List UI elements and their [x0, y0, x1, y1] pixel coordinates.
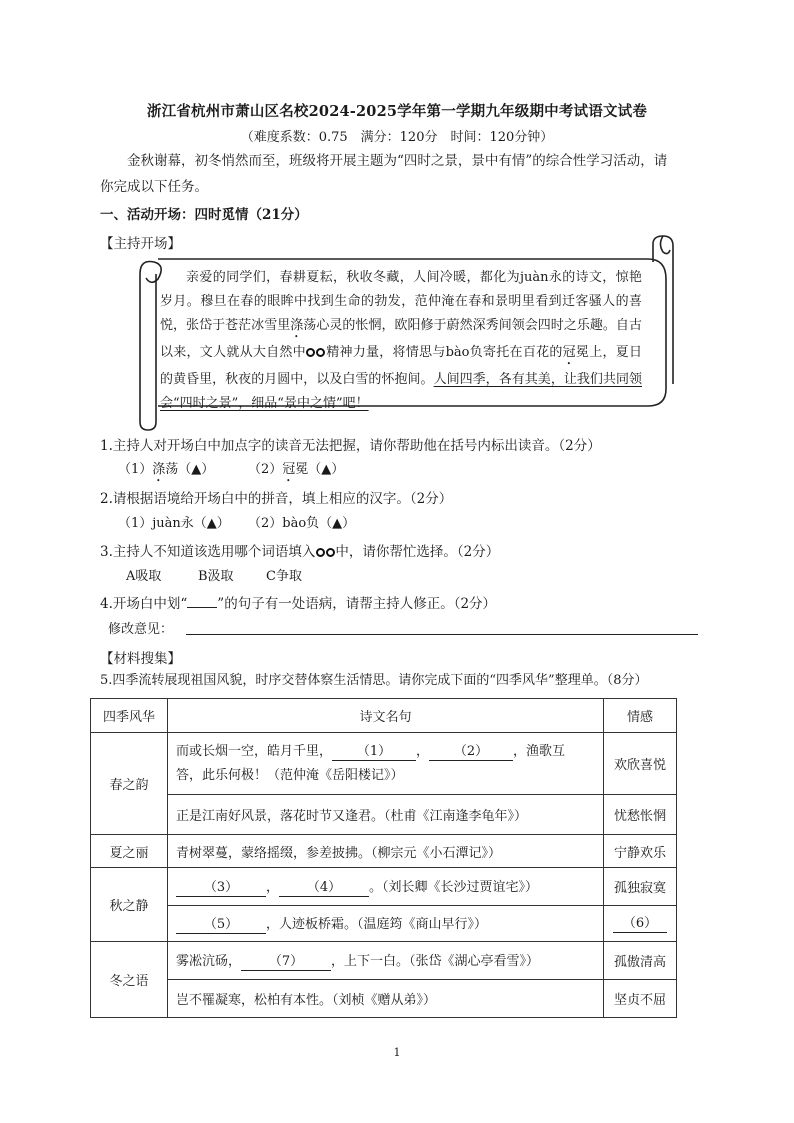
poem-cell: （5） ，人迹板桥霜。（温庭筠《商山早行》）: [168, 906, 604, 942]
header-emotion: 情感: [604, 699, 677, 733]
blank-4[interactable]: （4）: [279, 879, 369, 897]
blank-3[interactable]: （3）: [176, 879, 266, 897]
scroll-underlined-sentence: 人间四季，各有其美，让我们共同领会“四时之景”，细品“景中之情”吧！: [160, 372, 642, 411]
exam-title: 浙江省杭州市萧山区名校2024-2025学年第一学期九年级期中考试语文试卷: [146, 103, 648, 120]
table-row: [91, 733, 677, 795]
table-header-row: [91, 699, 677, 733]
season-summer: 夏之丽: [91, 835, 168, 868]
scroll-seg-6: 冕上，夏日的黄昏里，秋夜的月圆中，以及白雪的怀抱间。: [160, 345, 642, 387]
question-2: 2.请根据语境给开场白中的拼音，填上相应的汉字。（2分）: [100, 491, 453, 507]
q4-answer-label: 修改意见：: [108, 622, 174, 637]
section-heading: 一、活动开场：四时觅情（21分）: [100, 207, 308, 223]
poem-cell: 青树翠蔓，蒙络摇缀，参差披拂。（柳宗元《小石潭记》）: [168, 835, 604, 868]
poem-cell: 正是江南好风景，落花时节又逢君。（杜甫《江南逢李龟年》）: [168, 795, 604, 835]
intro-line-2: 你完成以下任务。: [100, 179, 208, 195]
question-5: 5.四季流转展现祖国风貌，时序交替体察生活情思。请你完成下面的“四季风华”整理单。（8分）: [100, 673, 648, 688]
scroll-dotted-char-1: 涤: [290, 318, 304, 333]
table-row: [91, 906, 677, 942]
scroll-seg-4: 精神力量，将情思与bào负寄托在百花的: [325, 345, 563, 360]
season-autumn: 秋之静: [91, 868, 168, 942]
emotion-cell: 孤独寂寞: [604, 868, 677, 906]
table-row: [91, 942, 677, 980]
scroll-seg-3: 荡心灵的怅惘，欧阳修于蔚然深秀间领会四时之乐趣。自古以来，文人就从大自然中: [160, 318, 642, 360]
blank-1[interactable]: （1）: [332, 743, 416, 761]
q2-option-2: （2）bào负（▲）: [248, 516, 356, 531]
header-season: 四季风华: [91, 699, 168, 733]
q3-option-a[interactable]: A吸取: [126, 569, 162, 584]
q3-option-c[interactable]: C争取: [266, 569, 302, 584]
question-1: 1.主持人对开场白中加点字的读音无法把握，请你帮助他在括号内标出读音。（2分）: [100, 438, 601, 454]
season-winter: 冬之语: [91, 942, 168, 1018]
table-row: [91, 795, 677, 835]
emotion-cell: 坚贞不屈: [604, 980, 677, 1018]
q1-option-1: （1）涤荡（▲）: [118, 462, 215, 477]
poem-cell: （3） ， （4） 。（刘长卿《长沙过贾谊宅》）: [168, 868, 604, 906]
blank-7[interactable]: （7）: [241, 953, 331, 971]
q2-option-1: （1）juàn永（▲）: [118, 516, 230, 531]
table-row: [91, 835, 677, 868]
blank-circle-icon: [306, 348, 315, 357]
table-row: [91, 980, 677, 1018]
emotion-cell: [604, 906, 677, 942]
page-number: 1: [393, 1046, 401, 1059]
question-3: 3.主持人不知道该选用哪个词语填入 中，请你帮忙选择。（2分）: [100, 544, 500, 560]
material-label: 【材料搜集】: [100, 651, 181, 667]
scroll-seg-1: 亲爱的同学们，春耕夏耘，秋收冬藏，人间冷暖，都化为juàn永的诗文，惊艳岁月。穆旦在春的眼眸中找到生命的勃发，范仲淹在春和景明里看到迁客骚人的喜悦，张岱于苍茫冰雪里: [160, 270, 642, 333]
q3-option-b[interactable]: B汲取: [198, 569, 234, 584]
season-spring: 春之韵: [91, 733, 168, 835]
poem-cell: 雾凇沆砀， （7） ，上下一白。（张岱《湖心亭看雪》）: [168, 942, 604, 980]
poem-cell: 而或长烟一空，皓月千里， （1） ， （2） ，渔歌互 答，此乐何极！（范仲淹《岳阳楼记》）: [168, 733, 604, 795]
scroll-text: [160, 266, 642, 416]
q1-option-2: （2）冠冕（▲）: [248, 462, 345, 477]
blank-5[interactable]: （5）: [176, 916, 266, 934]
exam-subtitle: （难度系数：0.75 满分：120分 时间：120分钟）: [240, 130, 554, 145]
emotion-cell: 欢欣喜悦: [604, 733, 677, 795]
question-4: 4.开场白中划“ ”的句子有一处语病，请帮主持人修正。（2分）: [100, 596, 497, 612]
scroll-dotted-char-2: 冠: [562, 345, 576, 360]
q4-answer-line[interactable]: [186, 634, 698, 635]
emotion-cell: 忧愁怅惘: [604, 795, 677, 835]
host-label: 【主持开场】: [100, 236, 181, 252]
header-poem: 诗文名句: [168, 699, 604, 733]
four-seasons-table: [90, 698, 677, 1018]
intro-line-1: 金秋谢幕，初冬悄然而至，班级将开展主题为“四时之景，景中有情”的综合性学习活动，请: [127, 153, 668, 169]
emotion-cell: 孤傲清高: [604, 942, 677, 980]
blank-2[interactable]: （2）: [429, 743, 513, 761]
table-row: [91, 868, 677, 906]
emotion-cell: 宁静欢乐: [604, 835, 677, 868]
blank-circle-icon: [316, 348, 325, 357]
poem-cell: 岂不罹凝寒，松柏有本性。（刘桢《赠从弟》）: [168, 980, 604, 1018]
blank-6[interactable]: （6）: [613, 915, 667, 933]
